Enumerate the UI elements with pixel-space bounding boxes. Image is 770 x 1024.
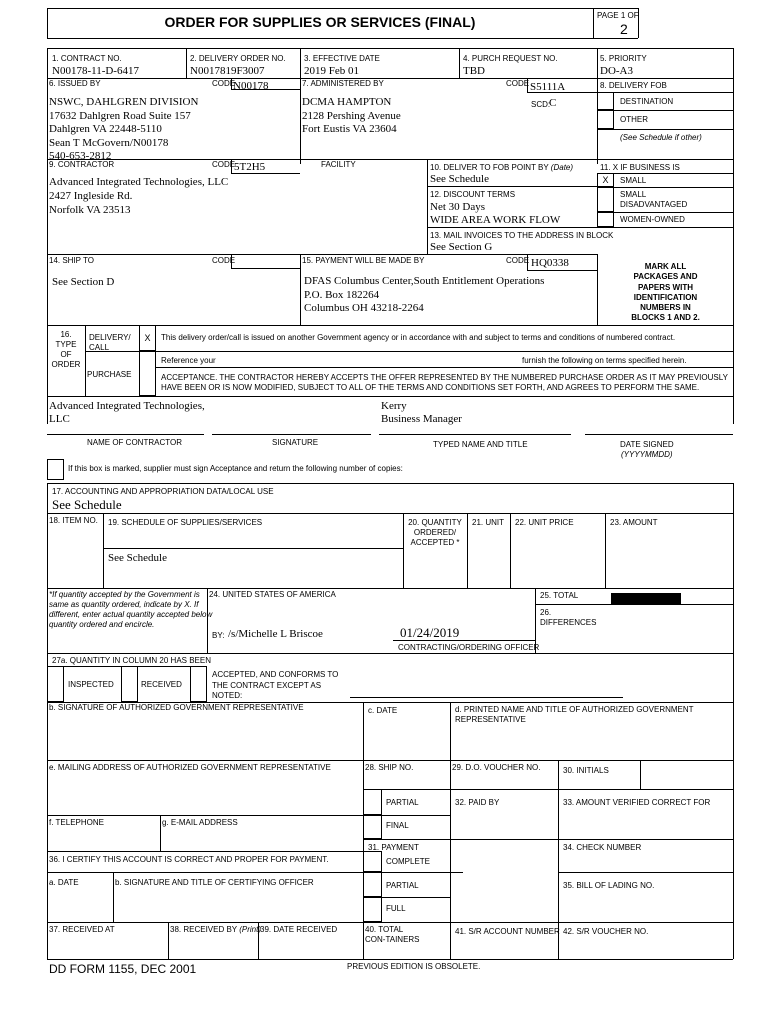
b9-label: 9. CONTRACTOR	[49, 160, 115, 169]
b12-label: 12. DISCOUNT TERMS	[430, 190, 516, 199]
small-label: SMALL	[620, 176, 647, 185]
officer-title: CONTRACTING/ORDERING OFFICER	[398, 643, 540, 652]
delivery-call-label: DELIVERY/ CALL	[89, 333, 131, 352]
b21-label: 21. UNIT	[472, 518, 505, 527]
b27f-label: f. TELEPHONE	[49, 818, 104, 827]
ship-to: See Section D	[52, 276, 115, 288]
accepted-label: ACCEPTED, AND CONFORMS TO THE CONTRACT EXCEPT AS NOTED:	[212, 670, 339, 700]
b29-label: 29. D.O. VOUCHER NO.	[452, 763, 541, 772]
b27a-label: 27a. QUANTITY IN COLUMN 20 HAS BEEN	[52, 656, 212, 665]
fob-note: (See Schedule if other)	[620, 133, 702, 142]
b35-label: 35. BILL OF LADING NO.	[563, 881, 655, 890]
b25-label: 25. TOTAL	[540, 591, 579, 600]
form-title: ORDER FOR SUPPLIES OR SERVICES (FINAL)	[164, 14, 476, 30]
b30-label: 30. INITIALS	[563, 766, 609, 775]
ship-final-label: FINAL	[386, 821, 409, 830]
b36a-label: a. DATE	[49, 878, 79, 887]
b19-label: 19. SCHEDULE OF SUPPLIES/SERVICES	[108, 518, 263, 527]
ship-partial-label: PARTIAL	[386, 798, 419, 807]
received-label: RECEIVED	[141, 680, 182, 689]
b42-label: 42. S/R VOUCHER NO.	[563, 927, 649, 936]
discount-terms: Net 30 Days	[430, 201, 485, 213]
b23-label: 23. AMOUNT	[610, 518, 658, 527]
administered-by-address: DCMA HAMPTON 2128 Pershing Avenue Fort Eustis VA 23604	[302, 96, 401, 135]
b36-label: 36. I CERTIFY THIS ACCOUNT IS CORRECT AND PROPER FOR PAYMENT.	[49, 855, 329, 864]
copies-text: If this box is marked, supplier must sign Acceptance and return the following number of copies:	[68, 464, 403, 473]
delivery-call-text: This delivery order/call is issued on another Government agency or in accordance with and subject to terms and conditions of numbered contract.	[161, 333, 676, 342]
b2-label: 2. DELIVERY ORDER NO.	[190, 54, 286, 63]
date-signed-label: DATE SIGNED	[620, 440, 674, 449]
page-total: 2	[620, 21, 628, 37]
b6-label: 6. ISSUED BY	[49, 79, 101, 88]
b26-label: 26. DIFFERENCES	[540, 608, 597, 627]
fob-other: OTHER	[620, 115, 648, 124]
b38-label-note: (Print)	[239, 925, 262, 934]
schedule-value: See Schedule	[108, 552, 167, 564]
contractor-address: Advanced Integrated Technologies, LLC 2427 Ingleside Rd. Norfolk VA 23513	[49, 176, 229, 216]
b28-label: 28. SHIP NO.	[365, 763, 414, 772]
b22-label: 22. UNIT PRICE	[515, 518, 574, 527]
b7-label: 7. ADMINISTERED BY	[302, 79, 384, 88]
facility-label: FACILITY	[321, 160, 356, 169]
fob-destination: DESTINATION	[620, 97, 674, 106]
obsolete-note: PREVIOUS EDITION IS OBSOLETE.	[347, 962, 481, 971]
b14-label: 14. SHIP TO	[49, 256, 94, 265]
payment-complete-checkbox[interactable]	[363, 851, 382, 872]
b7-code: S5111A	[530, 81, 566, 93]
b3-label: 3. EFFECTIVE DATE	[304, 54, 380, 63]
b15-label: 15. PAYMENT WILL BE MADE BY	[302, 256, 425, 265]
officer-date: 01/24/2019	[400, 625, 460, 640]
sdb-label: SMALL DISADVANTAGED	[620, 190, 688, 209]
b1-label: 1. CONTRACT NO.	[52, 54, 122, 63]
effective-date: 2019 Feb 01	[304, 65, 359, 77]
accounting-data: See Schedule	[52, 497, 122, 512]
discount-terms-2: WIDE AREA WORK FLOW	[430, 214, 561, 226]
b31-label: 31. PAYMENT	[368, 843, 419, 852]
payment-complete-label: COMPLETE	[386, 857, 431, 866]
sdb-checkbox[interactable]	[597, 187, 614, 212]
b18-label: 18. ITEM NO.	[49, 516, 98, 525]
b27e-label: e. MAILING ADDRESS OF AUTHORIZED GOVERNMENT REPRESENTATIVE	[49, 763, 331, 772]
date-format-label: (YYYYMMDD)	[621, 450, 673, 459]
b37-label: 37. RECEIVED AT	[49, 925, 115, 934]
scd-label: SCD:	[531, 100, 551, 109]
purchase-label: PURCHASE	[87, 370, 132, 379]
delivery-call-checkbox[interactable]: X	[139, 325, 156, 351]
ship-partial-checkbox[interactable]	[363, 789, 382, 815]
b7-code-label: CODE	[506, 79, 530, 88]
b17-label: 17. ACCOUNTING AND APPROPRIATION DATA/LOCAL USE	[52, 487, 274, 496]
delivery-order-no: N0017819F3007	[190, 65, 265, 77]
issued-by-address: NSWC, DAHLGREN DIVISION 17632 Dahlgren Road Suite 157 Dahlgren VA 22448-5110 Sean T McGovern/N00178 540-653-2812	[49, 96, 199, 162]
priority: DO-A3	[600, 65, 633, 77]
b11-label: 11. X IF BUSINESS IS	[600, 163, 680, 172]
quantity-note: *If quantity accepted by the Government is same as quantity ordered, indicate by X. If different, enter actual quantity accepted below quantity ordered and encircle.	[49, 590, 213, 629]
b38-label-text: 38. RECEIVED BY	[170, 925, 237, 934]
officer-signature: /s/Michelle L Briscoe	[228, 628, 323, 640]
received-checkbox[interactable]	[121, 666, 138, 702]
b20-label: 20. QUANTITY ORDERED/ ACCEPTED *	[408, 518, 462, 547]
b34-label: 34. CHECK NUMBER	[563, 843, 642, 852]
fob-other-checkbox[interactable]	[597, 110, 614, 129]
payment-address: DFAS Columbus Center,South Entitlement Operations P.O. Box 182264 Columbus OH 43218-2264	[304, 275, 545, 314]
fob-destination-checkbox[interactable]	[597, 92, 614, 110]
ship-final-checkbox[interactable]	[363, 815, 382, 839]
b38-label	[170, 925, 261, 935]
purch-request-no: TBD	[463, 65, 485, 77]
signature-label: SIGNATURE	[272, 438, 319, 447]
b8-label: 8. DELIVERY FOB	[600, 81, 667, 90]
typed-name-label: TYPED NAME AND TITLE	[433, 440, 528, 449]
total-redacted	[611, 593, 681, 604]
b33-label: 33. AMOUNT VERIFIED CORRECT FOR	[563, 798, 711, 807]
contract-no: N00178-11-D-6417	[52, 65, 139, 77]
purchase-checkbox[interactable]	[139, 351, 156, 396]
b27d-label: d. PRINTED NAME AND TITLE OF AUTHORIZED GOVERNMENT REPRESENTATIVE	[455, 705, 694, 724]
b32-label: 32. PAID BY	[455, 798, 500, 807]
b39-label: 39. DATE RECEIVED	[260, 925, 338, 934]
payment-full-checkbox[interactable]	[363, 897, 382, 922]
b27c-label: c. DATE	[368, 706, 398, 715]
acceptance-text: ACCEPTANCE. THE CONTRACTOR HEREBY ACCEPTS THE OFFER REPRESENTED BY THE NUMBERED PURCHASE ORDER AS IT MAY PREVIOUSLY HAVE BEEN OR IS NOW MODIFIED, SUBJECT TO ALL OF THE TERMS AND CONDITIONS SET FORTH, AND AGREES TO PERFORM THE SAME.	[161, 373, 728, 392]
b6-code: N00178	[233, 80, 269, 92]
name-of-contractor-label: NAME OF CONTRACTOR	[87, 438, 182, 447]
accepted-checkbox[interactable]	[190, 666, 207, 702]
b5-label: 5. PRIORITY	[600, 54, 647, 63]
wo-label: WOMEN-OWNED	[620, 215, 685, 224]
payment-partial-checkbox[interactable]	[363, 872, 382, 897]
b14-code-label: CODE	[212, 256, 236, 265]
furnish-text: furnish the following on terms specified herein.	[522, 356, 687, 365]
b27g-label: g. E-MAIL ADDRESS	[162, 818, 238, 827]
inspected-label: INSPECTED	[68, 680, 114, 689]
accept-signer: Kerry Business Manager	[381, 400, 462, 425]
payment-partial-label: PARTIAL	[386, 881, 419, 890]
b13-label: 13. MAIL INVOICES TO THE ADDRESS IN BLOCK	[430, 231, 614, 240]
by-label: BY:	[212, 631, 225, 640]
payment-code: HQ0338	[531, 257, 569, 269]
b4-label: 4. PURCH REQUEST NO.	[463, 54, 558, 63]
accept-contractor-name: Advanced Integrated Technologies, LLC	[49, 400, 205, 425]
b27b-label: b. SIGNATURE OF AUTHORIZED GOVERNMENT REPRESENTATIVE	[49, 703, 304, 712]
payment-full-label: FULL	[386, 904, 406, 913]
deliver-by: See Schedule	[430, 173, 489, 185]
b41-label: 41. S/R ACCOUNT NUMBER	[455, 927, 560, 936]
b9-code-label: CODE	[212, 160, 236, 169]
b24-label: 24. UNITED STATES OF AMERICA	[209, 590, 336, 599]
mark-all-notice: MARK ALL PACKAGES AND PAPERS WITH IDENTIFICATION NUMBERS IN BLOCKS 1 AND 2.	[631, 262, 700, 323]
b6-code-label: CODE	[212, 79, 236, 88]
inspected-checkbox[interactable]	[47, 666, 64, 702]
b36b-label: b. SIGNATURE AND TITLE OF CERTIFYING OFFICER	[115, 878, 314, 887]
copies-checkbox[interactable]	[47, 459, 64, 480]
mail-invoices: See Section G	[430, 241, 493, 253]
b10-label	[430, 163, 573, 173]
b10-label-text: 10. DELIVER TO FOB POINT BY	[430, 163, 549, 172]
b16-label: 16. TYPE OF ORDER	[51, 330, 81, 369]
b15-code-label: CODE	[506, 256, 530, 265]
contractor-code: 5T2H5	[234, 161, 266, 173]
b40-label: 40. TOTAL CON-TAINERS	[365, 925, 420, 944]
form-number: DD FORM 1155, DEC 2001	[49, 962, 197, 976]
reference-your: Reference your	[161, 356, 216, 365]
small-business-checkbox[interactable]: X	[597, 173, 614, 187]
scd-value: C	[549, 97, 557, 109]
b10-label-note: (Date)	[550, 163, 574, 172]
page-label: PAGE 1 OF	[597, 11, 639, 20]
wo-checkbox[interactable]	[597, 212, 614, 227]
